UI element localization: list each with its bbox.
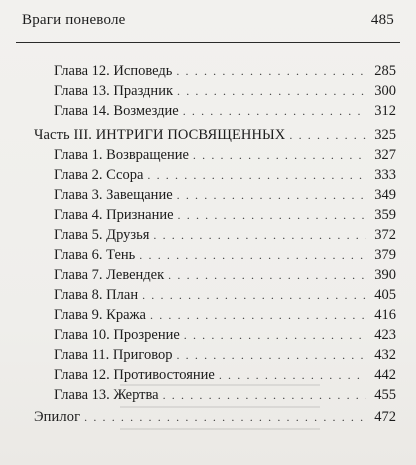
toc-entry-page: 405: [374, 287, 396, 303]
toc-leader-dots: [289, 125, 366, 145]
toc-entry: [54, 185, 396, 205]
toc-entry: [54, 165, 396, 185]
toc-leader-dots: [84, 407, 366, 427]
toc-leader-dots: [184, 325, 366, 345]
toc-epilogue-entry: [34, 407, 396, 427]
toc-entry-title: Глава 3. Завещание: [54, 187, 173, 203]
toc-entry: [54, 101, 396, 121]
toc-entry-page: 379: [374, 247, 396, 263]
toc-leader-dots: [139, 245, 366, 265]
toc-entry-page: 312: [374, 103, 396, 119]
toc-entry-title: Глава 5. Друзья: [54, 227, 150, 243]
toc-part-entry: [34, 125, 396, 145]
toc-entry-page: 372: [374, 227, 396, 243]
toc-leader-dots: [163, 385, 366, 405]
page-number: 485: [370, 12, 394, 28]
toc-entry-page: 327: [374, 147, 396, 163]
toc-leader-dots: [176, 61, 366, 81]
toc-entry-title: Глава 11. Приговор: [54, 347, 173, 363]
toc-entry-title: Глава 7. Левендек: [54, 267, 165, 283]
toc-entry-title: Глава 12. Противостояние: [54, 367, 215, 383]
toc-leader-dots: [193, 145, 366, 165]
toc-part-title: Часть III. ИНТРИГИ ПОСВЯЩЕННЫХ: [34, 127, 286, 143]
toc-leader-dots: [150, 305, 366, 325]
toc-entry: [54, 205, 396, 225]
toc-leader-dots: [177, 81, 366, 101]
toc-entry: [54, 265, 396, 285]
toc-entry: [54, 385, 396, 405]
toc-entry: [54, 81, 396, 101]
toc-entry-title: Глава 14. Возмездие: [54, 103, 179, 119]
toc-leader-dots: [142, 285, 366, 305]
header-rule: [16, 42, 400, 43]
toc-entry-page: 349: [374, 187, 396, 203]
toc-entry-page: 325: [374, 127, 396, 143]
running-head: [22, 12, 394, 32]
toc-entry-page: 333: [374, 167, 396, 183]
toc-entry: [54, 285, 396, 305]
toc-leader-dots: [147, 165, 366, 185]
toc-leader-dots: [178, 205, 366, 225]
toc-entry-title: Глава 1. Возвращение: [54, 147, 189, 163]
toc-entry: [54, 365, 396, 385]
toc-entry: [54, 225, 396, 245]
toc-leader-dots: [153, 225, 366, 245]
toc-entry: [54, 345, 396, 365]
toc-leader-dots: [219, 365, 366, 385]
toc-entry: [54, 305, 396, 325]
toc-leader-dots: [176, 345, 366, 365]
toc-entry: [54, 245, 396, 265]
toc-entry-title: Глава 12. Исповедь: [54, 63, 173, 79]
toc-entry-page: 423: [374, 327, 396, 343]
toc-entry: [54, 145, 396, 165]
toc-entry-page: 416: [374, 307, 396, 323]
toc-entry-title: Глава 6. Тень: [54, 247, 136, 263]
toc-leader-dots: [168, 265, 366, 285]
toc-entry-page: 285: [374, 63, 396, 79]
toc-entry-title: Глава 10. Прозрение: [54, 327, 180, 343]
toc-entry-title: Глава 13. Праздник: [54, 83, 173, 99]
toc-entry-page: 359: [374, 207, 396, 223]
toc-entry-page: 432: [374, 347, 396, 363]
toc-leader-dots: [177, 185, 366, 205]
toc-entry-title: Глава 4. Признание: [54, 207, 174, 223]
toc-entry-page: 300: [374, 83, 396, 99]
toc-entry-title: Глава 8. План: [54, 287, 139, 303]
toc-entry-page: 390: [374, 267, 396, 283]
toc-leader-dots: [183, 101, 366, 121]
toc-entry-page: 442: [374, 367, 396, 383]
toc-entry: [54, 61, 396, 81]
toc-entry-title: Глава 2. Ссора: [54, 167, 144, 183]
toc-entry-page: 455: [374, 387, 396, 403]
toc-entry: [54, 325, 396, 345]
toc-entry-title: Глава 9. Кража: [54, 307, 146, 323]
book-title: Враги поневоле: [22, 12, 126, 28]
toc-part-title: Эпилог: [34, 409, 81, 425]
toc-entry-title: Глава 13. Жертва: [54, 387, 159, 403]
toc-entry-page: 472: [374, 409, 396, 425]
